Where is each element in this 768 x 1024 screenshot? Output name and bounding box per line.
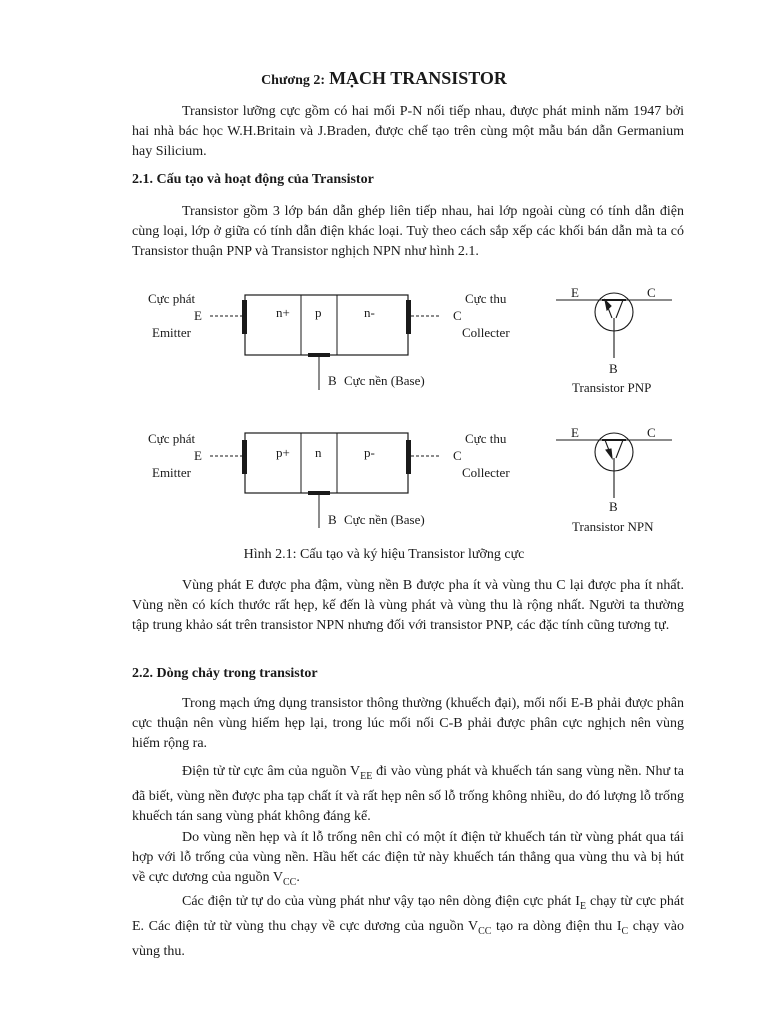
section-1-paragraph: Transistor gồm 3 lớp bán dẫn ghép liên tiếp nhau, hai lớp ngoài cùng có tính dẫn điện cùng loại, lớp ở giữa có tính dẫn điện khác loại. Tuỳ theo cách sắp xếp các khối bán dẫn mà ta có Transistor thuận PNP và Transistor nghịch NPN như hình 2.1. <box>132 204 684 259</box>
section-1-heading: 2.1. Cấu tạo và hoạt động của Transistor <box>132 172 374 187</box>
p2-text-a: Điện tử từ cực âm của nguồn V <box>182 764 361 779</box>
npn-layer-3: p- <box>364 445 375 460</box>
p4-sub-3: C <box>621 925 629 937</box>
figure-caption: Hình 2.1: Cấu tạo và ký hiệu Transistor lưỡng cực <box>243 547 525 562</box>
pnp-base-label: Cực nền (Base) <box>344 373 425 388</box>
pnp-emitter-letter: E <box>194 308 202 323</box>
p4-text-a: Các điện tử tự do của vùng phát như vậy tạo nên dòng điện cực phát I <box>182 894 580 909</box>
npn-symbol-label: Transistor NPN <box>572 519 654 534</box>
pnp-collector-vn: Cực thu <box>465 291 507 306</box>
chapter-label: Chương 2: <box>261 73 326 88</box>
npn-emitter-vn: Cực phát <box>148 431 196 446</box>
pnp-symbol-label: Transistor PNP <box>572 380 652 395</box>
intro-paragraph: Transistor lưỡng cực gồm có hai mối P-N nối tiếp nhau, được phát minh năm 1947 bởi hai nhà bác học W.H.Britain và J.Braden, được chế tạo trên cùng một mẫu bán dẫn Germanium hay Silicium. <box>132 104 684 159</box>
section-2-paragraph-2 <box>132 762 684 827</box>
pnp-collector-letter: C <box>453 308 462 323</box>
npn-layer-1: p+ <box>276 445 290 460</box>
npn-symbol <box>556 433 672 498</box>
p3-text-a: Do vùng nền hẹp và ít lỗ trống nên chỉ có một ít điện tử khuếch tán từ vùng phát qua tái hợp với lỗ trống của vùng nền. Hầu hết các điện tử này khuếch tán thẳng qua vùng thu và bị hút về cực dương của nguồn V <box>132 830 684 885</box>
section-2-paragraph-3 <box>132 828 684 893</box>
p3-text-b: . <box>296 870 300 885</box>
p4-sub-1: E <box>579 900 587 912</box>
figure-2-1 <box>0 270 768 542</box>
pnp-emitter-en: Emitter <box>152 325 191 340</box>
pnp-collector-en: Collecter <box>462 325 510 340</box>
npn-symbol-e: E <box>571 425 579 440</box>
npn-base-letter: B <box>328 512 337 527</box>
npn-layer-2: n <box>315 445 322 460</box>
p4-text-b: chạy từ cực phát E. Các điện tử từ vùng thu chạy về cực dương của nguồn V <box>132 894 685 934</box>
npn-symbol-b: B <box>609 499 618 514</box>
pnp-base-letter: B <box>328 373 337 388</box>
npn-emitter-letter: E <box>194 448 202 463</box>
section-2-paragraph-4 <box>132 892 684 962</box>
npn-collector-en: Collecter <box>462 465 510 480</box>
npn-emitter-en: Emitter <box>152 465 191 480</box>
section-2-heading: 2.2. Dòng chảy trong transistor <box>132 666 318 681</box>
pnp-emitter-vn: Cực phát <box>148 291 196 306</box>
chapter-name: MẠCH TRANSISTOR <box>329 68 507 88</box>
p4-text-c: tạo ra dòng điện thu I <box>491 918 622 934</box>
page-title <box>0 68 768 89</box>
npn-collector-letter: C <box>453 448 462 463</box>
p2-text-b: đi vào vùng phát và khuếch tán sang vùng nền. Như ta đã biết, vùng nền được pha tạp chất ít và rất hẹp nên số lỗ trống không nhiều, do đó lượng lỗ trống khuếch tán sang vùng phát không đáng kể. <box>132 764 684 824</box>
paragraph-after-figure: Vùng phát E được pha đậm, vùng nền B được pha ít và vùng thu C lại được pha ít nhất. Vùng nền có kích thước rất hẹp, kế đến là vùng phát và vùng thu là rộng nhất. Người ta thường tập trung khảo sát trên transistor NPN nhưng đối với transistor PNP, các đặc tính cũng tương tự. <box>132 578 684 633</box>
pnp-symbol <box>556 293 672 358</box>
p4-sub-2: CC <box>478 925 492 937</box>
p3-sub: CC <box>283 876 297 888</box>
npn-collector-vn: Cực thu <box>465 431 507 446</box>
pnp-layer-3: n- <box>364 305 375 320</box>
pnp-symbol-e: E <box>571 285 579 300</box>
p2-sub: EE <box>360 770 373 782</box>
section-2-paragraph-1: Trong mạch ứng dụng transistor thông thường (khuếch đại), mối nối E-B phải được phân cực thuận nên vùng hiếm hẹp lại, trong lúc mối nối C-B phải được phân cực nghịch nên vùng hiếm rộng ra. <box>132 696 684 751</box>
npn-symbol-c: C <box>647 425 656 440</box>
npn-base-label: Cực nền (Base) <box>344 512 425 527</box>
p4-text-d: chạy vào vùng thu. <box>132 918 684 959</box>
pnp-layer-1: n+ <box>276 305 290 320</box>
pnp-symbol-c: C <box>647 285 656 300</box>
pnp-layer-2: p <box>315 305 322 320</box>
pnp-symbol-b: B <box>609 361 618 376</box>
